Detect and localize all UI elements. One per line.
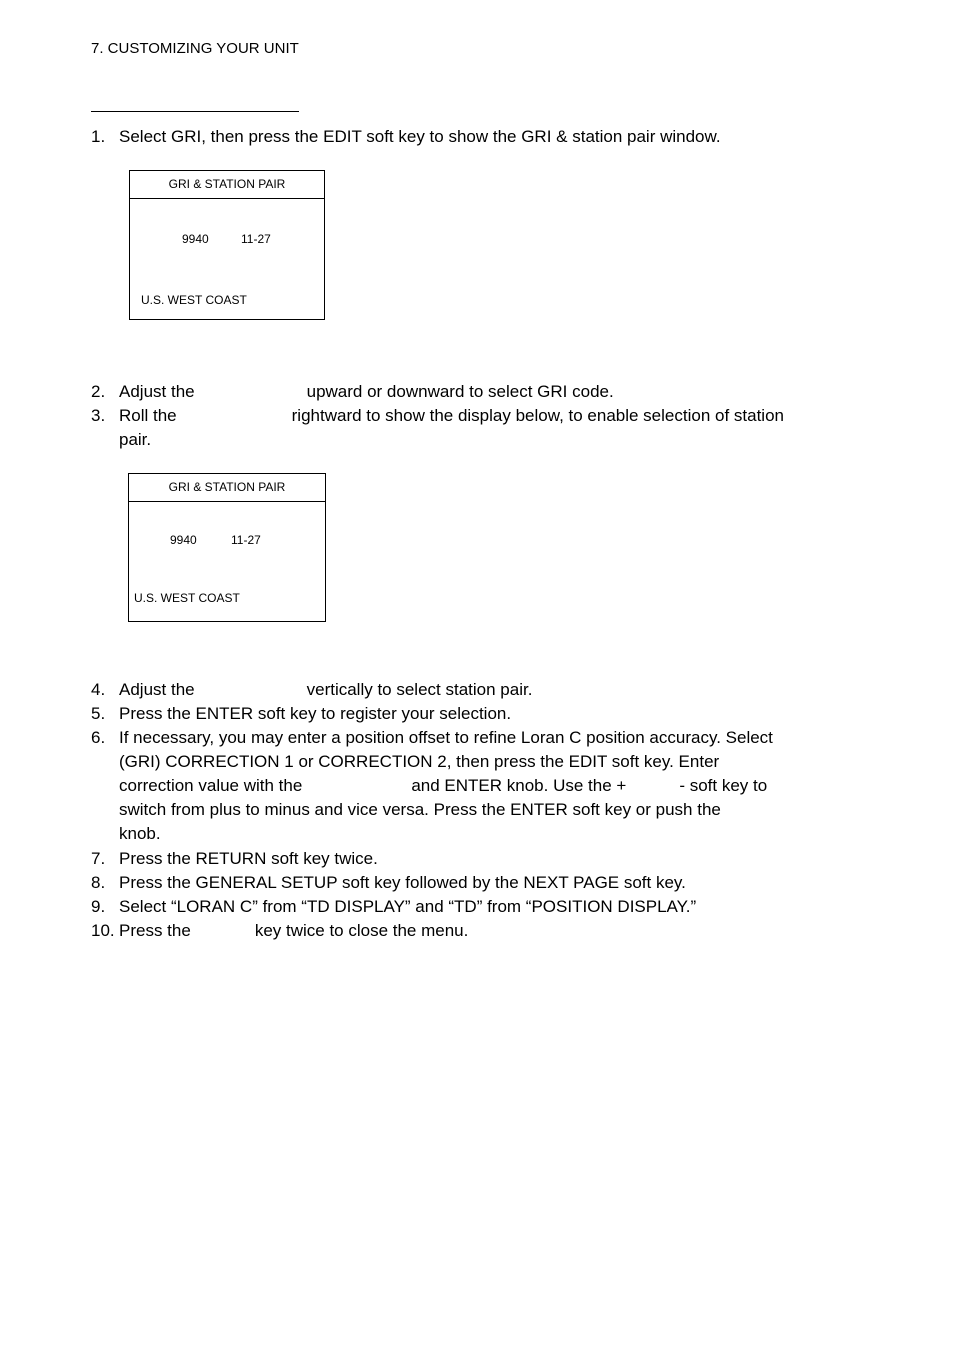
step-number: 1. <box>91 127 106 146</box>
step-text: Press the <box>119 921 191 940</box>
station-pair: 11-27 <box>241 232 271 246</box>
step-text: Press the ENTER soft key to register your selection. <box>119 704 512 723</box>
step-text: Adjust the <box>119 382 195 401</box>
page-header: 7. CUSTOMIZING YOUR UNIT <box>91 40 299 57</box>
window-title: GRI & STATION PAIR <box>130 171 324 199</box>
step-text: key twice to close the menu. <box>254 921 469 940</box>
step-number: 4. <box>91 680 106 699</box>
chain-region: U.S. WEST COAST <box>134 591 240 605</box>
window-title: GRI & STATION PAIR <box>129 474 325 502</box>
gri-code: 9940 <box>182 232 209 246</box>
step-number: 10. <box>91 921 115 940</box>
step-text: Adjust the <box>119 680 195 699</box>
step-number: 7. <box>91 849 106 868</box>
step-text: rightward to show the display below, to enable selection of station <box>291 406 784 425</box>
step-text: vertically to select station pair. <box>306 680 533 699</box>
gri-station-pair-window <box>128 473 326 622</box>
step-text: Press the GENERAL SETUP soft key followed by the NEXT PAGE soft key. <box>119 873 686 892</box>
step-text: (GRI) CORRECTION 1 or CORRECTION 2, then press the EDIT soft key. Enter <box>119 752 720 771</box>
step-text: Roll the <box>119 406 177 425</box>
step-text: Press the RETURN soft key twice. <box>119 849 378 868</box>
step-text: knob. <box>119 824 161 843</box>
step-number: 6. <box>91 728 106 747</box>
step-text: - soft key to <box>679 776 768 795</box>
step-text: upward or downward to select GRI code. <box>306 382 614 401</box>
step-text: Select GRI, then press the EDIT soft key to show the GRI & station pair window. <box>119 127 721 146</box>
step-text: correction value with the <box>119 776 303 795</box>
step-number: 8. <box>91 873 106 892</box>
step-text: pair. <box>119 430 152 449</box>
section-rule <box>91 111 299 112</box>
step-number: 2. <box>91 382 106 401</box>
chain-region: U.S. WEST COAST <box>141 293 247 307</box>
step-text: Select “LORAN C” from “TD DISPLAY” and “TD” from “POSITION DISPLAY.” <box>119 897 697 916</box>
step-number: 3. <box>91 406 106 425</box>
step-text: and ENTER knob. Use the + <box>411 776 627 795</box>
station-pair: 11-27 <box>231 533 261 547</box>
step-number: 9. <box>91 897 106 916</box>
step-text: switch from plus to minus and vice versa. Press the ENTER soft key or push the <box>119 800 721 819</box>
gri-station-pair-window <box>129 170 325 320</box>
step-number: 5. <box>91 704 106 723</box>
step-text: If necessary, you may enter a position offset to refine Loran C position accuracy. Select <box>119 728 773 747</box>
gri-code: 9940 <box>170 533 197 547</box>
